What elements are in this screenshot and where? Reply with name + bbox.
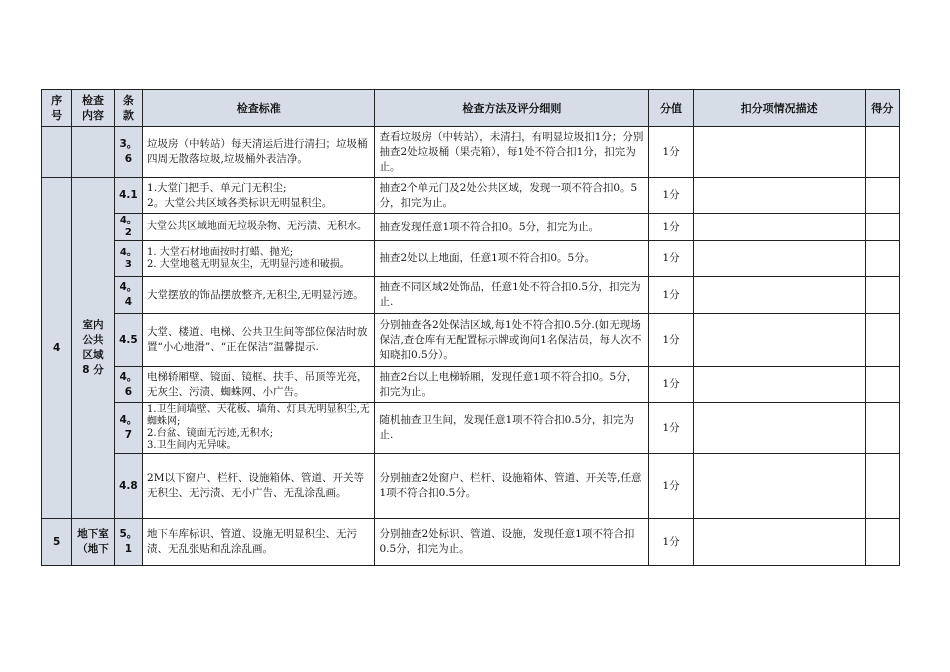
deduction-cell[interactable] <box>693 314 865 367</box>
table-row <box>42 314 900 367</box>
standard-cell: 垃圾房（中转站）每天清运后进行清扫；垃圾桶四周无散落垃圾,垃圾桶外表洁净。 <box>143 127 375 178</box>
table-row <box>42 241 900 277</box>
standard-cell: 1.大堂门把手、单元门无积尘; 2。大堂公共区域各类标识无明显积尘。 <box>143 178 375 214</box>
seq-cell <box>42 127 72 178</box>
standard-cell: 1.卫生间墙壁、天花板、墙角、灯具无明显积尘,无蜘蛛网; 2.台盆、镜面无污迹,无积水; 3.卫生间内无异味。 <box>143 403 375 454</box>
header-method: 检查方法及评分细则 <box>375 90 649 127</box>
deduction-cell[interactable] <box>693 241 865 277</box>
score-cell: 1分 <box>649 127 693 178</box>
method-cell: 抽查不同区域2处饰品，任意1处不符合扣0.5分，扣完为止. <box>375 277 649 314</box>
inspection-table <box>41 89 900 566</box>
deduction-cell[interactable] <box>693 403 865 454</box>
clause-cell: 4。 4 <box>114 277 142 314</box>
deduction-cell[interactable] <box>693 178 865 214</box>
got-cell[interactable] <box>865 214 899 241</box>
got-cell[interactable] <box>865 127 899 178</box>
header-got: 得分 <box>865 90 899 127</box>
table-row <box>42 127 900 178</box>
got-cell[interactable] <box>865 454 899 519</box>
clause-cell: 5。 1 <box>114 519 142 566</box>
got-cell[interactable] <box>865 403 899 454</box>
group-seq-4: 4 <box>42 178 72 519</box>
deduction-cell[interactable] <box>693 277 865 314</box>
clause-cell: 4.1 <box>114 178 142 214</box>
clause-cell: 4。 6 <box>114 367 142 403</box>
table-row <box>42 454 900 519</box>
clause-cell: 3。 6 <box>114 127 142 178</box>
table-row <box>42 519 900 566</box>
score-cell: 1分 <box>649 314 693 367</box>
got-cell[interactable] <box>865 241 899 277</box>
score-cell: 1分 <box>649 178 693 214</box>
got-cell[interactable] <box>865 519 899 566</box>
standard-cell: 电梯轿厢壁、镜面、镜框、扶手、吊顶等光亮，无灰尘、污渍、蜘蛛网、小广告。 <box>143 367 375 403</box>
method-cell: 分别抽查2处标识、管道、设施，发现任意1项不符合扣0.5分，扣完为止。 <box>375 519 649 566</box>
score-cell: 1分 <box>649 454 693 519</box>
score-cell: 1分 <box>649 367 693 403</box>
standard-cell: 2M以下窗户、栏杆、设施箱体、管道、开关等无积尘、无污渍、无小广告、无乱涂乱画。 <box>143 454 375 519</box>
deduction-cell[interactable] <box>693 454 865 519</box>
score-cell: 1分 <box>649 403 693 454</box>
score-cell: 1分 <box>649 214 693 241</box>
deduction-cell[interactable] <box>693 519 865 566</box>
group-item-5: 地下室 （地下 <box>72 519 114 566</box>
method-cell: 抽查2处以上地面，任意1项不符合扣0。5分。 <box>375 241 649 277</box>
deduction-cell[interactable] <box>693 367 865 403</box>
method-cell: 查看垃圾房（中转站），未清扫，有明显垃圾扣1分；分别抽查2处垃圾桶（果壳箱），每1处不符合扣1分，扣完为止。 <box>375 127 649 178</box>
table-row <box>42 403 900 454</box>
group-seq-5: 5 <box>42 519 72 566</box>
header-seq: 序 号 <box>42 90 72 127</box>
item-cell <box>72 127 114 178</box>
clause-cell: 4。 3 <box>114 241 142 277</box>
clause-cell: 4.8 <box>114 454 142 519</box>
method-cell: 分别抽查各2处保洁区域,每1处不符合扣0.5分.(如无现场保洁,查仓库有无配置标示牌或询问1名保洁员，每人次不知晓扣0.5分）。 <box>375 314 649 367</box>
method-cell: 抽查2台以上电梯轿厢，发现任意1项不符合扣0。5分，扣完为止。 <box>375 367 649 403</box>
standard-cell: 地下车库标识、管道、设施无明显积尘、无污渍、无乱张贴和乱涂乱画。 <box>143 519 375 566</box>
header-clause: 条 款 <box>114 90 142 127</box>
method-cell: 抽查发现任意1项不符合扣0。5分，扣完为止。 <box>375 214 649 241</box>
clause-cell: 4。 7 <box>114 403 142 454</box>
standard-cell: 1. 大堂石材地面按时打蜡、抛光; 2. 大堂地毯无明显灰尘，无明显污迹和破损。 <box>143 241 375 277</box>
clause-cell: 4。 2 <box>114 214 142 241</box>
standard-cell: 大堂摆放的饰品摆放整齐,无积尘,无明显污迹。 <box>143 277 375 314</box>
group-item-4: 室内 公共 区域 8 分 <box>72 178 114 519</box>
table-row <box>42 214 900 241</box>
method-cell: 分别抽查2处窗户、栏杆、设施箱体、管道、开关等,任意1项不符合扣0.5分。 <box>375 454 649 519</box>
got-cell[interactable] <box>865 314 899 367</box>
header-score: 分值 <box>649 90 693 127</box>
header-row <box>42 90 900 127</box>
clause-cell: 4.5 <box>114 314 142 367</box>
method-cell: 随机抽查卫生间，发现任意1项不符合扣0.5分，扣完为止. <box>375 403 649 454</box>
standard-cell: 大堂、楼道、电梯、公共卫生间等部位保洁时放置“小心地滑”、“正在保洁”温馨提示. <box>143 314 375 367</box>
got-cell[interactable] <box>865 277 899 314</box>
method-cell: 抽查2个单元门及2处公共区域，发现一项不符合扣0。5分，扣完为止。 <box>375 178 649 214</box>
deduction-cell[interactable] <box>693 214 865 241</box>
score-cell: 1分 <box>649 241 693 277</box>
header-item: 检查 内容 <box>72 90 114 127</box>
table-row <box>42 178 900 214</box>
got-cell[interactable] <box>865 178 899 214</box>
deduction-cell[interactable] <box>693 127 865 178</box>
table-row <box>42 367 900 403</box>
standard-cell: 大堂公共区域地面无垃圾杂物、无污渍、无积水。 <box>143 214 375 241</box>
score-cell: 1分 <box>649 277 693 314</box>
got-cell[interactable] <box>865 367 899 403</box>
score-cell: 1分 <box>649 519 693 566</box>
header-standard: 检查标准 <box>143 90 375 127</box>
table-row <box>42 277 900 314</box>
header-deduction: 扣分项情况描述 <box>693 90 865 127</box>
